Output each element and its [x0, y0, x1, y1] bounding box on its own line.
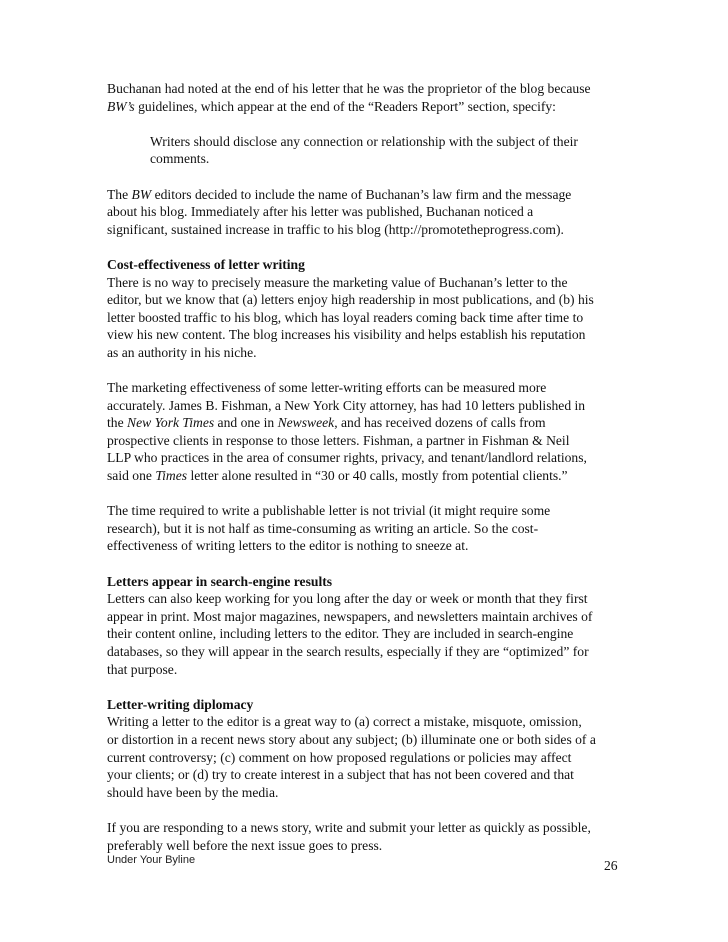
- section-heading: Letter-writing diplomacy: [107, 696, 254, 712]
- section-heading: Cost-effectiveness of letter writing: [107, 256, 305, 272]
- paragraph-fishman: The marketing effectiveness of some letter-writing efforts can be measured more accurately. James B. Fishman, a New York City attorney, has had 10 letters published in the New York Times and one in Newsweek, and has received dozens of calls from prospective clients in response to those letters. Fishman, a partner in Fishman & Neil LLP who practices in the area of consumer rights, privacy, and tenant/landlord relations, said one Times letter alone resulted in “30 or 40 calls, mostly from potential clients.”: [107, 380, 587, 484]
- section-diplomacy: Letter-writing diplomacy Writing a letter to the editor is a great way to (a) correct a mistake, misquote, omission, or distortion in a recent news story about any subject; (b) illuminate one or both sides of a current controversy; (c) comment on how proposed regulations or policies may affect your clients; or (d) try to create interest in a subject that has not been covered and that should have been by the media.: [107, 696, 627, 802]
- paragraph-guidelines-intro: Buchanan had noted at the end of his letter that he was the proprietor of the blog because BW’s guidelines, which appear at the end of the “Readers Report” section, specify:: [107, 81, 591, 114]
- section-search-engine: Letters appear in search-engine results Letters can also keep working for you long after the day or week or month that they first appear in print. Most major magazines, newspapers, and newsletters maintain archives of their content online, including letters to the editor. They are included in search-engine databases, so they will appear in the search results, especially if they are “optimized” for that purpose.: [107, 573, 627, 679]
- body-text: [107, 80, 627, 872]
- block-quote: Writers should disclose any connection or relationship with the subject of their comments.: [150, 133, 578, 167]
- section-cost-effectiveness: Cost-effectiveness of letter writing There is no way to precisely measure the marketing value of Buchanan’s letter to the editor, but we know that (a) letters enjoy high readership in most publications, and (b) his letter boosted traffic to his blog, which has loyal readers coming back time after time to view his new content. The blog increases his visibility and helps establish his reputation as an authority in his niche.: [107, 256, 627, 362]
- page-number: 26: [604, 858, 618, 873]
- footer-book-title: Under Your Byline: [107, 854, 196, 866]
- paragraph-responding: If you are responding to a news story, write and submit your letter as quickly as possible, preferably well before the next issue goes to press.: [107, 819, 591, 853]
- section-heading: Letters appear in search-engine results: [107, 573, 333, 589]
- paragraph-time-required: The time required to write a publishable letter is not trivial (it might require some research), but it is not half as time-consuming as writing an article. So the cost- effectiveness of writing letters to the editor is nothing to sneeze at.: [107, 503, 551, 554]
- paragraph-bw-editors: The BW editors decided to include the name of Buchanan’s law firm and the message about his blog. Immediately after his letter was published, Buchanan noticed a significant, sustained increase in traffic to his blog (http://promotetheprogress.com).: [107, 186, 572, 237]
